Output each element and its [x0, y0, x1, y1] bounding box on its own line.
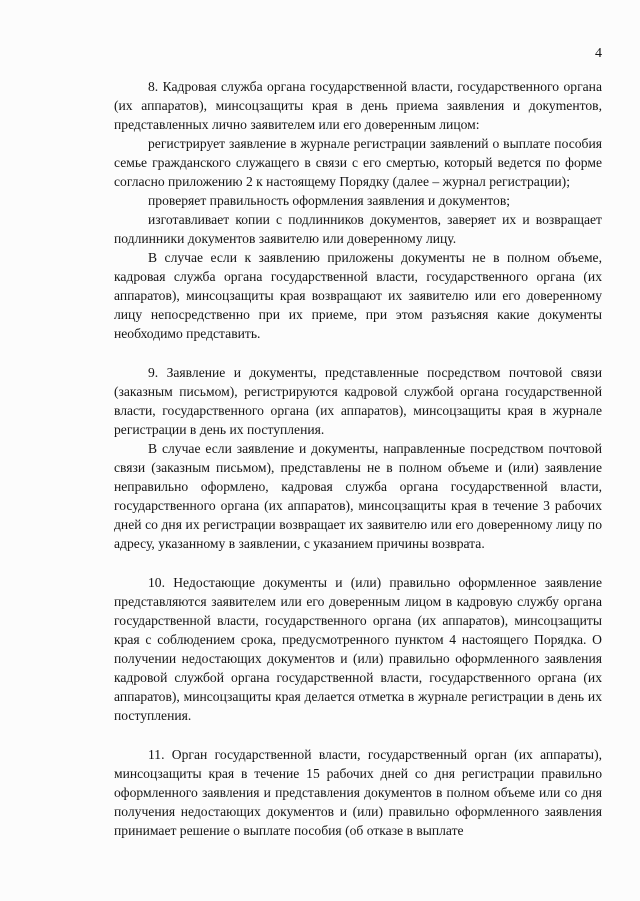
paragraph-9-return: В случае если заявление и документы, направленные посредством почтовой связи (заказным письмом), представлены не в полном объеме и (или) заявление неправильно оформлено, кадровая служба органа государственной власти, государственного органа (их аппаратов), минсоцзащиты края в течение 3 рабочих дней со дня их регистрации возвращает их заявителю или его доверенному лицу по адресу, указанному в заявлении, с указанием причины возврата. — [114, 441, 602, 551]
paragraph-10: 10. Недостающие документы и (или) правильно оформленное заявление представляются заявителем или его доверенным лицом в кадровую службу органа государственной власти, государственного органа (их аппаратов), минсоцзащиты края с соблюдением срока, предусмотренного пунктом 4 настоящего Порядка. О получении недостающих документов и (или) правильно оформленного заявления кадровой службой органа государственной власти, государственного органа (их аппаратов), минсоцзащиты края делается отметка в журнале регистрации в день их поступления. — [114, 575, 602, 723]
paragraph-8-incomplete: В случае если к заявлению приложены документы не в полном объеме, кадровая служба органа государственной власти, государственного органа (их аппаратов), минсоцзащиты края возвращают их заявителю или его доверенному лицу непосредственно при их приеме, при этом разъясняя какие документы необходимо представить. — [114, 250, 602, 341]
paragraph-8-item-copies: изготавливает копии с подлинников документов, заверяет их и возвращает подлинники документов заявителю или доверенному лицу. — [114, 212, 602, 246]
paragraph-9: 9. Заявление и документы, представленные посредством почтовой связи (заказным письмом), регистрируются кадровой службой органа государственной власти, государственного органа (их аппаратов), минсоцзащиты края в журнале регистрации в день их поступления. — [114, 365, 602, 437]
paragraph-8-item-check: проверяет правильность оформления заявления и документов; — [148, 193, 511, 208]
paragraph-11: 11. Орган государственной власти, государственный орган (их аппараты), минсоцзащиты края в течение 15 рабочих дней со дня регистрации правильно оформленного заявления и представления документов в полном объеме или со дня получения недостающих документов и (или) правильно оформленного заявления принимает решение о выплате пособия (об отказе в выплате — [114, 747, 602, 838]
paragraph-8: 8. Кадровая служба органа государственной власти, государственного органа (их аппаратов), минсоцзащиты края в день приема заявления и докуmентов, представленных лично заявителем или его доверенным лицом: — [114, 79, 602, 132]
document-body — [114, 77, 602, 840]
page-number: 4 — [595, 46, 602, 61]
paragraph-8-item-register: регистрирует заявление в журнале регистрации заявлений о выплате пособия семье гражданского служащего в связи с его смертью, который ведется по форме согласно приложению 2 к настоящему Порядку (далее – журнал регистрации); — [114, 136, 602, 189]
